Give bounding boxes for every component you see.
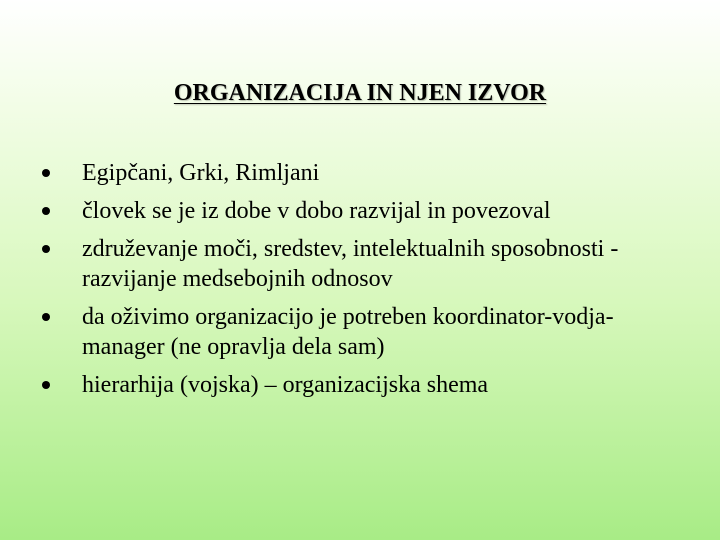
bullet-dot-icon (40, 302, 82, 332)
list-item (40, 158, 690, 188)
list-item (40, 370, 690, 400)
bullet-dot-icon (40, 370, 82, 400)
bullet-text: da oživimo organizacijo je potreben koordinator-vodja-manager (ne opravlja dela sam) (82, 304, 614, 360)
bullet-list (40, 158, 690, 408)
bullet-text: Egipčani, Grki, Rimljani (82, 160, 320, 186)
bullet-text: človek se je iz dobe v dobo razvijal in povezoval (82, 198, 551, 224)
bullet-dot-icon (40, 234, 82, 264)
bullet-text: hierarhija (vojska) – organizacijska shema (82, 372, 489, 398)
bullet-dot-icon (40, 196, 82, 226)
bullet-text: združevanje moči, sredstev, intelektualnih sposobnosti - razvijanje medsebojnih odnosov (82, 236, 619, 292)
bullet-dot-icon (40, 158, 82, 188)
list-item (40, 234, 690, 294)
list-item (40, 196, 690, 226)
slide-title: ORGANIZACIJA IN NJEN IZVOR (173, 80, 547, 106)
list-item (40, 302, 690, 362)
